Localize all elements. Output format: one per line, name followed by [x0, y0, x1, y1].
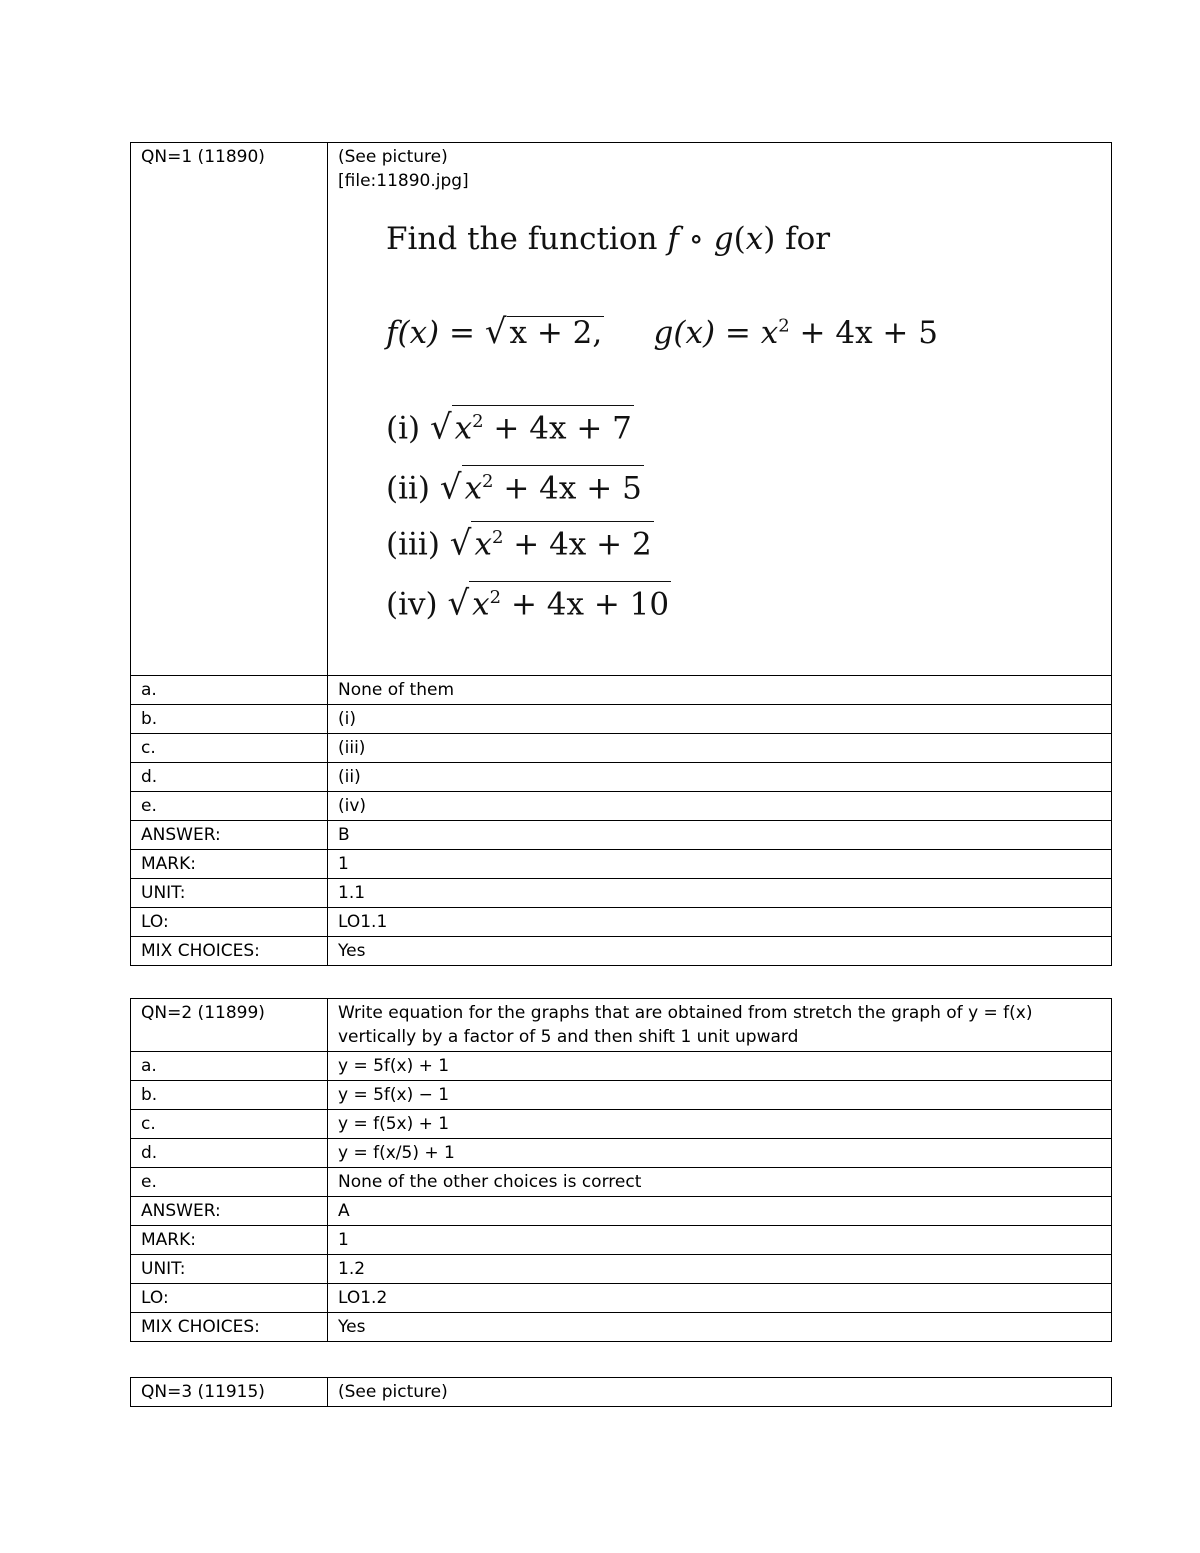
row-value: y = f(5x) + 1 — [328, 1110, 1112, 1139]
question-1-table — [130, 142, 1112, 966]
option-label: (ii) — [386, 470, 431, 507]
question-1-header-row — [131, 143, 1112, 676]
option-radicand: x — [464, 470, 483, 507]
table-row — [131, 763, 1112, 792]
table-row — [131, 792, 1112, 821]
option-radicand: x — [474, 526, 492, 563]
question-3-number: QN=3 (11915) — [131, 1378, 328, 1407]
question-2-prompt: Write equation for the graphs that are obtained from stretch the graph of y = f(x) vertically by a factor of 5 and then shift 1 unit upward — [328, 999, 1112, 1052]
picture-option-4: (iv) $√x^2 + 4x + 10$ — [386, 581, 671, 620]
row-value: None of them — [328, 676, 1112, 705]
row-label: MARK: — [131, 850, 328, 879]
row-label: a. — [131, 676, 328, 705]
picture-option-3: (iii) $√x^2 + 4x + 2$ — [386, 521, 654, 560]
g-definition-text: g(x) = x — [653, 315, 779, 352]
option-radicand-tail: + 4x + 7 — [483, 410, 632, 447]
question-1-prompt — [328, 143, 1112, 676]
row-value: (i) — [328, 705, 1112, 734]
g-definition: $g(x) = x^2 + 4x + 5$ — [653, 315, 938, 352]
row-value: (iv) — [328, 792, 1112, 821]
row-label: MARK: — [131, 1226, 328, 1255]
row-label: b. — [131, 1081, 328, 1110]
table-row — [131, 1139, 1112, 1168]
row-label: LO: — [131, 1284, 328, 1313]
row-label: c. — [131, 1110, 328, 1139]
table-row — [131, 1110, 1112, 1139]
row-label: a. — [131, 1052, 328, 1081]
row-value: y = 5f(x) + 1 — [328, 1052, 1112, 1081]
g-definition-tail: + 4x + 5 — [789, 315, 938, 352]
picture-title: Find the function f ∘ g(x) for — [386, 221, 831, 257]
row-label: MIX CHOICES: — [131, 1313, 328, 1342]
row-value: (ii) — [328, 763, 1112, 792]
picture-title-text: Find the function — [386, 221, 658, 257]
row-value: y = f(x/5) + 1 — [328, 1139, 1112, 1168]
row-value: (iii) — [328, 734, 1112, 763]
f-definition: f(x) = √x + 2, — [386, 312, 603, 353]
row-label: e. — [131, 1168, 328, 1197]
row-label: c. — [131, 734, 328, 763]
table-row — [131, 937, 1112, 966]
row-value: Yes — [328, 937, 1112, 966]
row-value: 1 — [328, 850, 1112, 879]
picture-title-tail: for — [785, 221, 831, 257]
row-label: UNIT: — [131, 1255, 328, 1284]
question-2-header-row — [131, 999, 1112, 1052]
table-row — [131, 850, 1112, 879]
row-label: e. — [131, 792, 328, 821]
question-2-table — [130, 998, 1112, 1342]
picture-option-2: (ii) $√x^2 + 4x + 5$ — [386, 465, 644, 504]
row-value: 1 — [328, 1226, 1112, 1255]
row-label: ANSWER: — [131, 1197, 328, 1226]
table-row — [131, 1052, 1112, 1081]
row-label: LO: — [131, 908, 328, 937]
row-value: None of the other choices is correct — [328, 1168, 1112, 1197]
row-label: d. — [131, 1139, 328, 1168]
table-row — [131, 1081, 1112, 1110]
row-value: 1.2 — [328, 1255, 1112, 1284]
table-row — [131, 1226, 1112, 1255]
question-3-prompt: (See picture) — [328, 1378, 1112, 1407]
row-label: ANSWER: — [131, 821, 328, 850]
row-label: UNIT: — [131, 879, 328, 908]
row-value: LO1.1 — [328, 908, 1112, 937]
table-row — [131, 1284, 1112, 1313]
option-radicand: x — [454, 410, 473, 447]
table-row — [131, 1313, 1112, 1342]
picture-definitions — [386, 312, 938, 353]
option-label: (iii) — [386, 526, 440, 563]
row-value: y = 5f(x) − 1 — [328, 1081, 1112, 1110]
f-definition-radicand: x + 2, — [507, 316, 605, 349]
table-row — [131, 1168, 1112, 1197]
question-1-prompt-line: (See picture) — [338, 147, 448, 167]
row-value: A — [328, 1197, 1112, 1226]
row-value: LO1.2 — [328, 1284, 1112, 1313]
question-3-header-row — [131, 1378, 1112, 1407]
option-radicand-tail: + 4x + 5 — [493, 470, 642, 507]
table-row — [131, 705, 1112, 734]
table-row — [131, 879, 1112, 908]
option-label: (iv) — [386, 586, 438, 623]
option-radicand-tail: + 4x + 2 — [503, 526, 652, 563]
picture-option-1: (i) $√x^2 + 4x + 7$ — [386, 405, 634, 444]
table-row — [131, 908, 1112, 937]
option-radicand: x — [472, 586, 490, 623]
row-label: d. — [131, 763, 328, 792]
row-label: MIX CHOICES: — [131, 937, 328, 966]
row-value: B — [328, 821, 1112, 850]
question-3-table — [130, 1377, 1112, 1407]
table-row — [131, 1197, 1112, 1226]
table-row — [131, 734, 1112, 763]
row-label: b. — [131, 705, 328, 734]
question-1-number: QN=1 (11890) — [131, 143, 328, 676]
f-definition-left: f(x) = — [386, 315, 485, 352]
table-row — [131, 1255, 1112, 1284]
question-2-number: QN=2 (11899) — [131, 999, 328, 1052]
question-1-picture — [338, 193, 1101, 673]
table-row — [131, 676, 1112, 705]
table-row — [131, 821, 1112, 850]
option-label: (i) — [386, 410, 421, 447]
row-value: Yes — [328, 1313, 1112, 1342]
question-1-prompt-line: [file:11890.jpg] — [338, 171, 469, 191]
option-radicand-tail: + 4x + 10 — [501, 586, 670, 623]
row-value: 1.1 — [328, 879, 1112, 908]
